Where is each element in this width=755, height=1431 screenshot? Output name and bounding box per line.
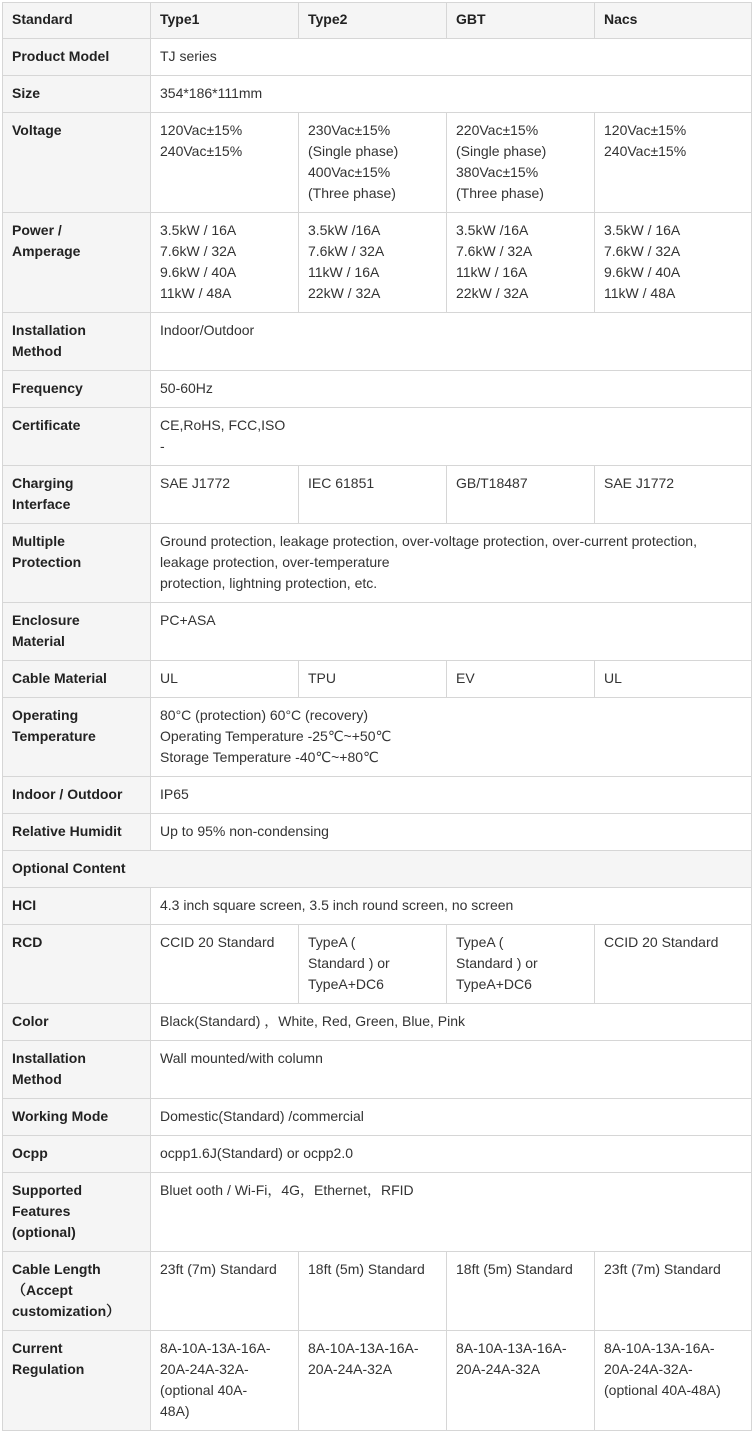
row-label: HCI (3, 888, 151, 925)
row-label: Charging Interface (3, 466, 151, 524)
row-frequency (3, 371, 752, 408)
row-label: Operating Temperature (3, 698, 151, 777)
cell-type1: 23ft (7m) Standard (151, 1252, 299, 1331)
cell-gbt: 3.5kW /16A 7.6kW / 32A 11kW / 16A 22kW / 32A (447, 213, 595, 313)
row-value: Bluet ooth / Wi-Fi，4G，Ethernet，RFID (151, 1173, 752, 1252)
cell-nacs: 8A-10A-13A-16A- 20A-24A-32A- (optional 40A-48A) (595, 1331, 752, 1431)
row-label: Certificate (3, 408, 151, 466)
row-cable-length (3, 1252, 752, 1331)
row-label: Enclosure Material (3, 603, 151, 661)
section-title: Optional Content (3, 851, 752, 888)
row-value: 80°C (protection) 60°C (recovery) Operating Temperature -25℃~+50℃ Storage Temperature -40℃~+80℃ (151, 698, 752, 777)
cell-type1: UL (151, 661, 299, 698)
cell-type1: CCID 20 Standard (151, 925, 299, 1004)
row-value: ocpp1.6J(Standard) or ocpp2.0 (151, 1136, 752, 1173)
row-label: Color (3, 1004, 151, 1041)
header-standard: Standard (3, 3, 151, 39)
row-indoor-outdoor (3, 777, 752, 814)
header-type1: Type1 (151, 3, 299, 39)
row-label: Size (3, 76, 151, 113)
row-label: Relative Humidit (3, 814, 151, 851)
row-enclosure-material (3, 603, 752, 661)
cell-type2: 230Vac±15% (Single phase) 400Vac±15% (Three phase) (299, 113, 447, 213)
cell-gbt: TypeA ( Standard ) or TypeA+DC6 (447, 925, 595, 1004)
cell-gbt: GB/T18487 (447, 466, 595, 524)
row-label: Working Mode (3, 1099, 151, 1136)
row-label: Voltage (3, 113, 151, 213)
cell-nacs: SAE J1772 (595, 466, 752, 524)
row-multiple-protection (3, 524, 752, 603)
cell-gbt: 18ft (5m) Standard (447, 1252, 595, 1331)
row-hci (3, 888, 752, 925)
row-value: Domestic(Standard) /commercial (151, 1099, 752, 1136)
row-value: 4.3 inch square screen, 3.5 inch round screen, no screen (151, 888, 752, 925)
cell-type1: SAE J1772 (151, 466, 299, 524)
cell-type2: TPU (299, 661, 447, 698)
section-optional-content (3, 851, 752, 888)
row-voltage (3, 113, 752, 213)
row-label: Installation Method (3, 1041, 151, 1099)
row-value: TJ series (151, 39, 752, 76)
spec-table (2, 2, 752, 1431)
cell-gbt: EV (447, 661, 595, 698)
row-value: CE,RoHS, FCC,ISO - (151, 408, 752, 466)
row-value: Ground protection, leakage protection, over-voltage protection, over-current protection, leakage protection, over-temperature protection, lightning protection, etc. (151, 524, 752, 603)
row-label: Multiple Protection (3, 524, 151, 603)
row-value: 50-60Hz (151, 371, 752, 408)
cell-type1: 8A-10A-13A-16A- 20A-24A-32A- (optional 40A- 48A) (151, 1331, 299, 1431)
cell-type2: 18ft (5m) Standard (299, 1252, 447, 1331)
row-label: Installation Method (3, 313, 151, 371)
row-charging-interface (3, 466, 752, 524)
row-label: Indoor / Outdoor (3, 777, 151, 814)
row-value: 354*186*111mm (151, 76, 752, 113)
cell-nacs: 3.5kW / 16A 7.6kW / 32A 9.6kW / 40A 11kW / 48A (595, 213, 752, 313)
row-label: Cable Length （Accept customization） (3, 1252, 151, 1331)
row-certificate (3, 408, 752, 466)
cell-type1: 3.5kW / 16A 7.6kW / 32A 9.6kW / 40A 11kW / 48A (151, 213, 299, 313)
row-relative-humidity (3, 814, 752, 851)
row-label: Power / Amperage (3, 213, 151, 313)
row-power-amperage (3, 213, 752, 313)
row-value: IP65 (151, 777, 752, 814)
cell-gbt: 220Vac±15% (Single phase) 380Vac±15% (Three phase) (447, 113, 595, 213)
cell-type2: 3.5kW /16A 7.6kW / 32A 11kW / 16A 22kW / 32A (299, 213, 447, 313)
cell-nacs: UL (595, 661, 752, 698)
row-label: RCD (3, 925, 151, 1004)
row-working-mode (3, 1099, 752, 1136)
row-label: Ocpp (3, 1136, 151, 1173)
row-installation-method (3, 313, 752, 371)
row-supported-features (3, 1173, 752, 1252)
row-rcd (3, 925, 752, 1004)
row-size (3, 76, 752, 113)
row-color (3, 1004, 752, 1041)
row-label: Supported Features (optional) (3, 1173, 151, 1252)
table-header-row (3, 3, 752, 39)
row-value: Up to 95% non-condensing (151, 814, 752, 851)
row-operating-temperature (3, 698, 752, 777)
row-label: Product Model (3, 39, 151, 76)
cell-type2: TypeA ( Standard ) or TypeA+DC6 (299, 925, 447, 1004)
row-value: Black(Standard) ，White, Red, Green, Blue, Pink (151, 1004, 752, 1041)
row-value: PC+ASA (151, 603, 752, 661)
row-label: Cable Material (3, 661, 151, 698)
cell-nacs: 23ft (7m) Standard (595, 1252, 752, 1331)
header-gbt: GBT (447, 3, 595, 39)
row-installation-method-2 (3, 1041, 752, 1099)
cell-gbt: 8A-10A-13A-16A- 20A-24A-32A (447, 1331, 595, 1431)
cell-type2: 8A-10A-13A-16A- 20A-24A-32A (299, 1331, 447, 1431)
cell-nacs: 120Vac±15% 240Vac±15% (595, 113, 752, 213)
row-label: Current Regulation (3, 1331, 151, 1431)
row-ocpp (3, 1136, 752, 1173)
row-cable-material (3, 661, 752, 698)
row-value: Wall mounted/with column (151, 1041, 752, 1099)
cell-type2: IEC 61851 (299, 466, 447, 524)
row-label: Frequency (3, 371, 151, 408)
cell-type1: 120Vac±15% 240Vac±15% (151, 113, 299, 213)
header-nacs: Nacs (595, 3, 752, 39)
row-current-regulation (3, 1331, 752, 1431)
row-product-model (3, 39, 752, 76)
row-value: Indoor/Outdoor (151, 313, 752, 371)
header-type2: Type2 (299, 3, 447, 39)
cell-nacs: CCID 20 Standard (595, 925, 752, 1004)
